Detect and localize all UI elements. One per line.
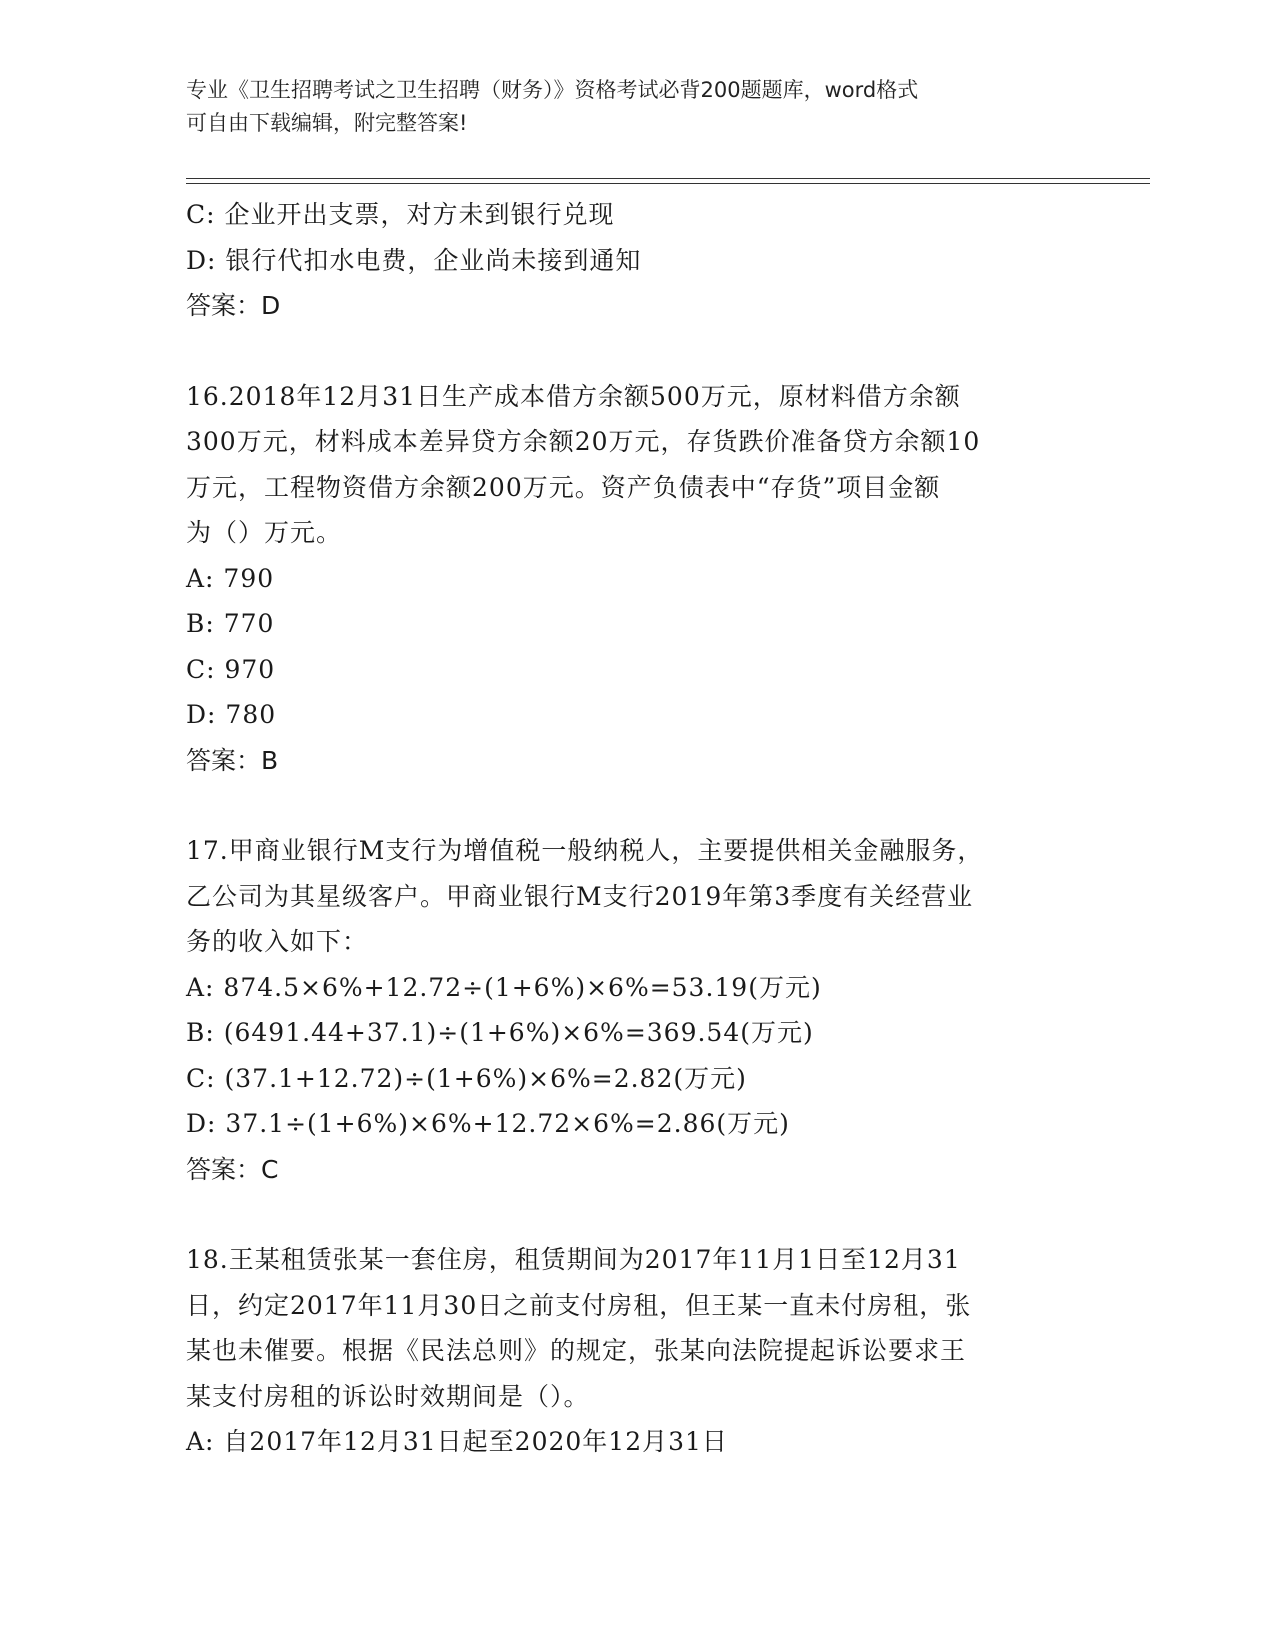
question-stem-line: 17.甲商业银行M支行为增值税一般纳税人，主要提供相关金融服务， <box>186 836 984 865</box>
question-15-tail <box>186 192 1086 329</box>
question-18 <box>186 1237 1086 1465</box>
header-divider-top <box>186 178 1150 179</box>
header-title-line-2: 可自由下载编辑，附完整答案! <box>186 111 468 135</box>
header-title-line-1: 专业《卫生招聘考试之卫生招聘（财务）》资格考试必背200题题库，word格式 <box>186 78 919 102</box>
header-divider-bottom <box>186 183 1150 184</box>
question-stem-line: 日，约定2017年11月30日之前支付房租，但王某一直未付房租，张 <box>186 1290 972 1320</box>
question-17 <box>186 828 1086 1192</box>
option-a: A: 自2017年12月31日起至2020年12月31日 <box>186 1427 728 1456</box>
question-stem-line: 为（）万元。 <box>186 518 343 547</box>
answer-line: 答案：B <box>186 745 279 775</box>
option-b: B: 770 <box>186 609 275 638</box>
option-c: C: 970 <box>186 654 276 684</box>
question-stem-line: 乙公司为其星级客户。甲商业银行M支行2019年第3季度有关经营业 <box>186 881 974 911</box>
question-stem-line: 某也未催要。根据《民法总则》的规定，张某向法院提起诉讼要求王 <box>186 1336 967 1365</box>
option-c: C: 企业开出支票，对方未到银行兑现 <box>186 200 615 229</box>
question-stem-line: 300万元，材料成本差异贷方余额20万元，存货跌价准备贷方余额10 <box>186 427 981 456</box>
option-a: A: 874.5×6%+12.72÷(1+6%)×6%=53.19(万元) <box>186 972 822 1002</box>
option-c: C: (37.1+12.72)÷(1+6%)×6%=2.82(万元) <box>186 1063 747 1093</box>
question-stem-line: 16.2018年12月31日生产成本借方余额500万元，原材料借方余额 <box>186 381 961 411</box>
question-stem-line: 18.王某租赁张某一套住房，租赁期间为2017年11月1日至12月31 <box>186 1245 961 1274</box>
question-stem-line: 某支付房租的诉讼时效期间是（）。 <box>186 1381 590 1411</box>
question-stem-line: 万元，工程物资借方余额200万元。资产负债表中“存货”项目金额 <box>186 472 941 502</box>
question-stem-line: 务的收入如下： <box>186 927 369 956</box>
option-b: B: (6491.44+37.1)÷(1+6%)×6%=369.54(万元) <box>186 1018 814 1047</box>
option-d: D: 37.1÷(1+6%)×6%+12.72×6%=2.86(万元) <box>186 1109 790 1138</box>
question-16 <box>186 374 1086 784</box>
page-header <box>186 74 1066 140</box>
document-body <box>186 192 1086 1465</box>
option-a: A: 790 <box>186 563 275 593</box>
option-d: D: 银行代扣水电费，企业尚未接到通知 <box>186 245 642 275</box>
answer-line: 答案：D <box>186 291 281 320</box>
answer-line: 答案：C <box>186 1154 279 1184</box>
option-d: D: 780 <box>186 700 277 729</box>
